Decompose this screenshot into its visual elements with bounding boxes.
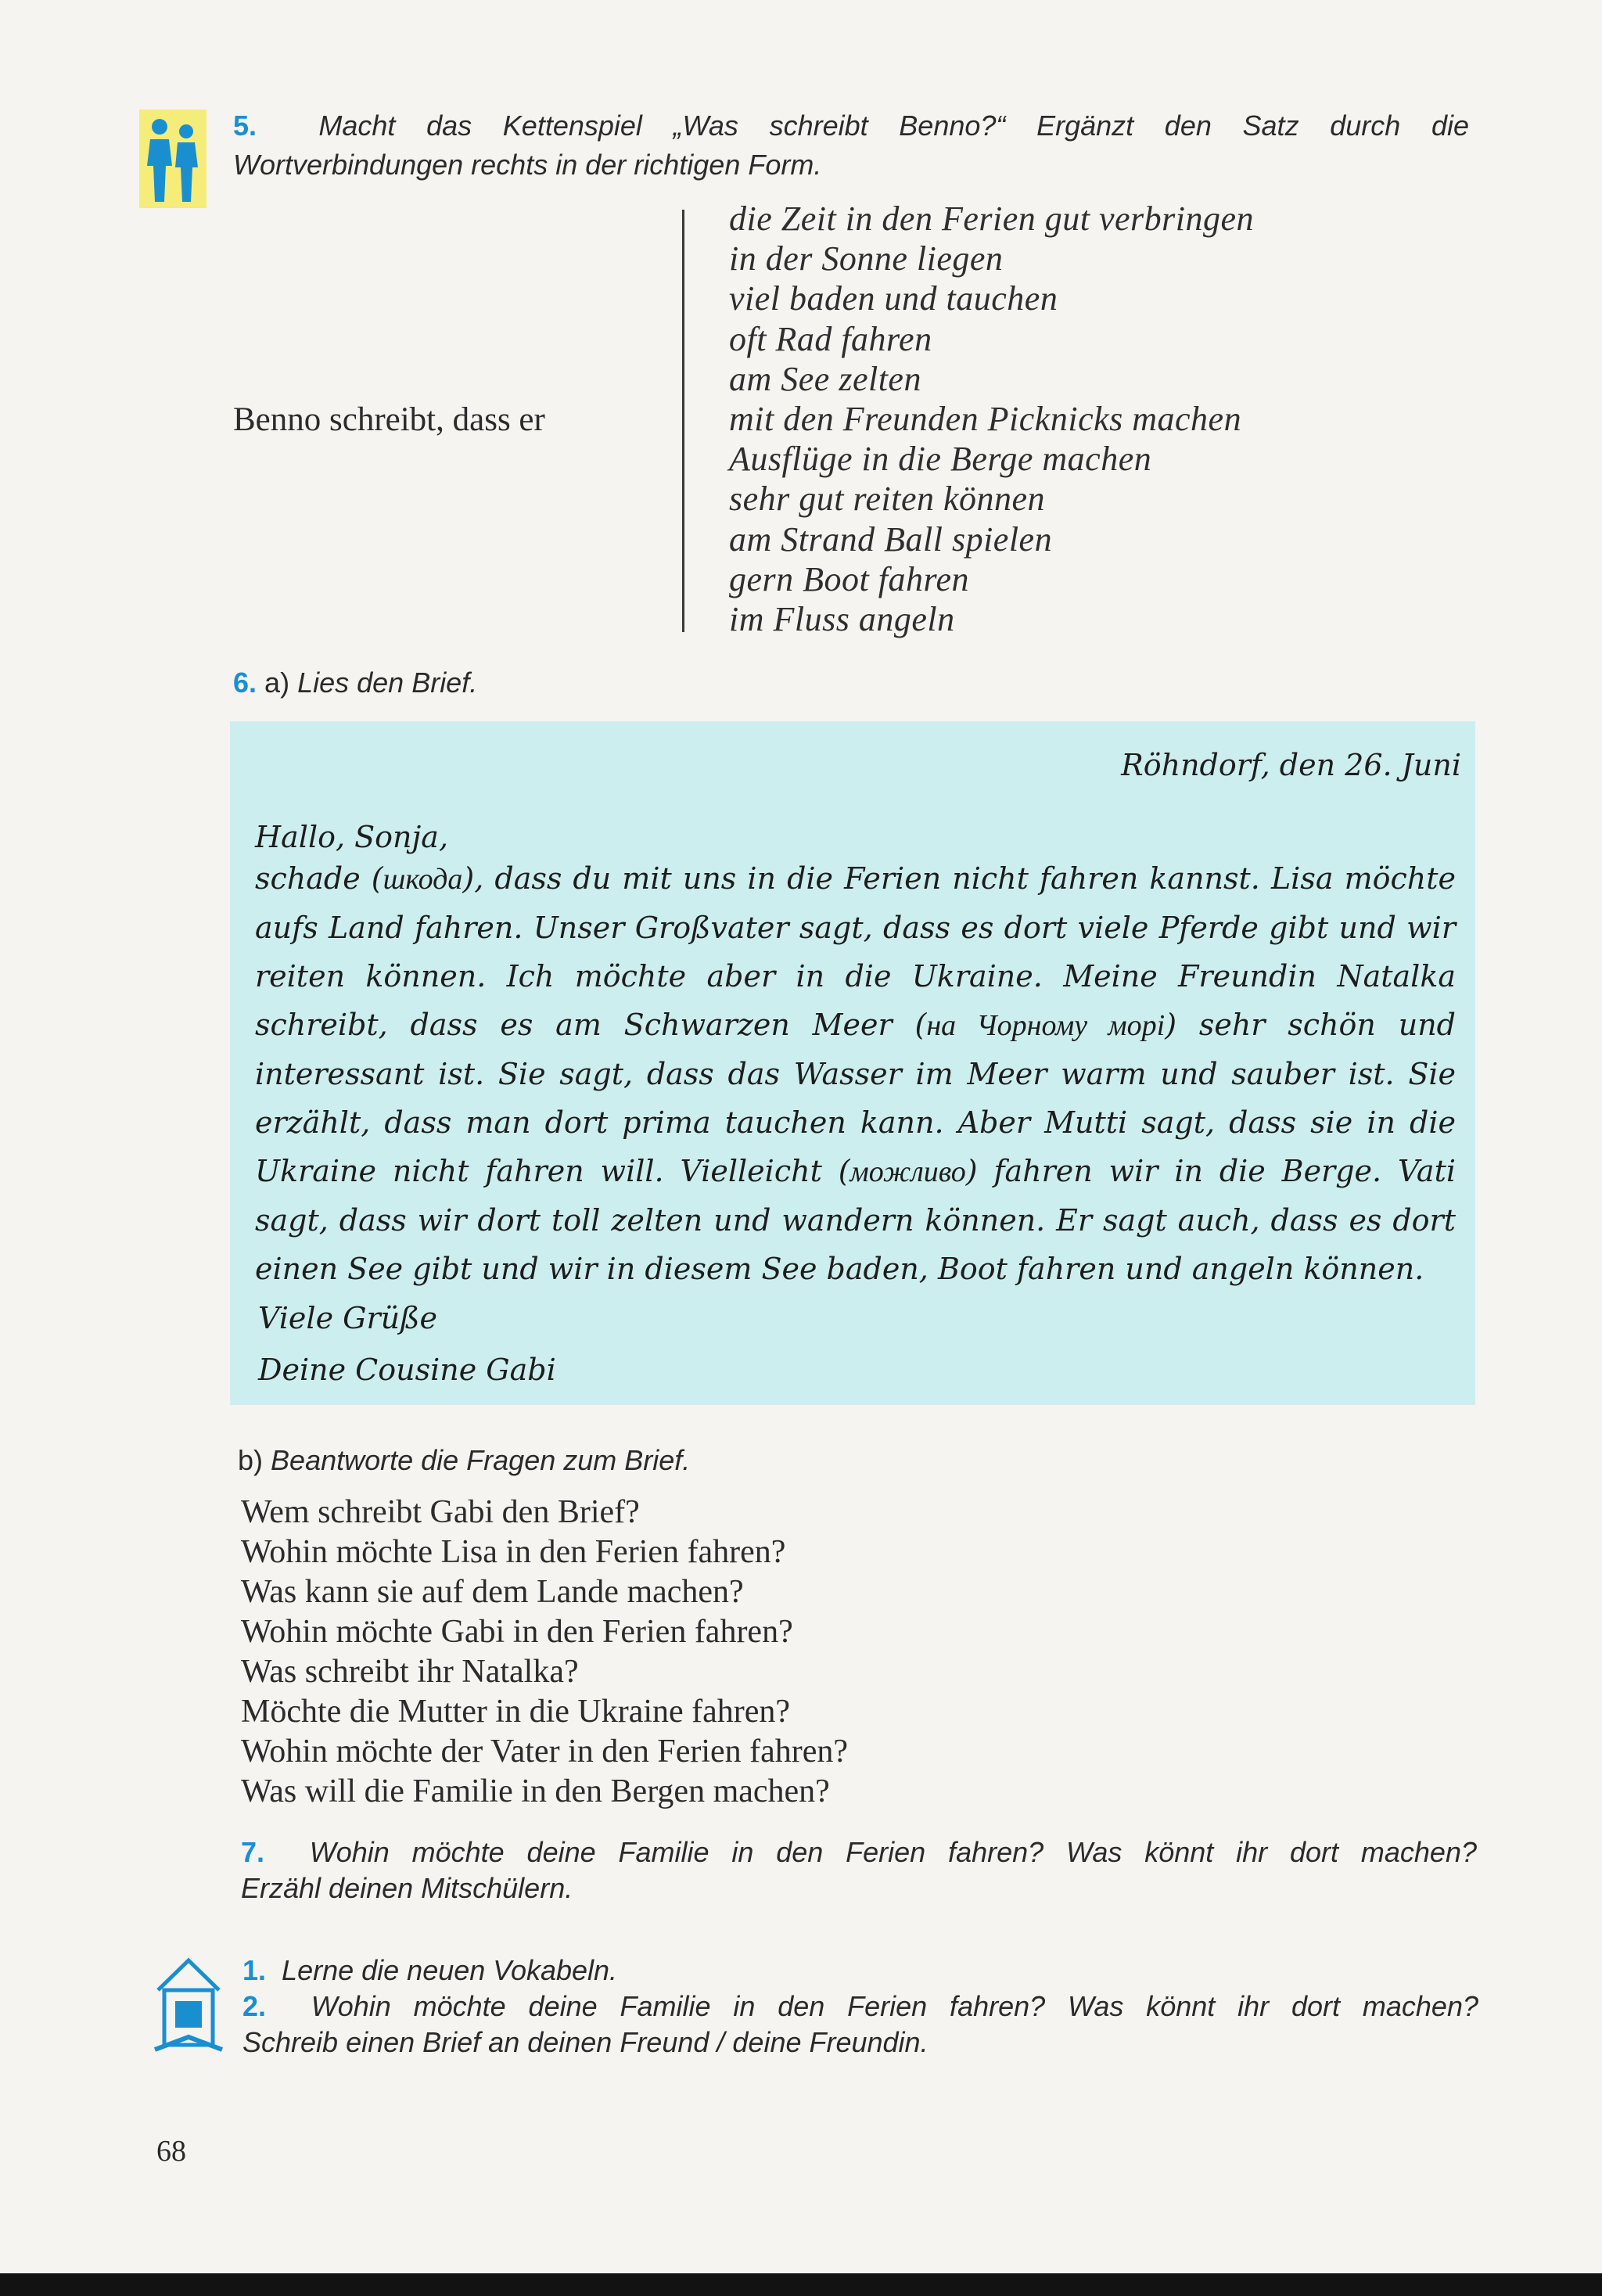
task-5-number: 5. — [233, 110, 257, 142]
task-6a-text: Lies den Brief. — [297, 667, 478, 699]
question-item: Was schreibt ihr Natalka? — [241, 1654, 579, 1690]
task-6a-heading — [233, 667, 477, 699]
question-item: Wohin möchte der Vater in den Ferien fahren? — [241, 1734, 849, 1770]
task-5-instruction-line-2: Wortverbindungen rechts in der richtigen Form. — [233, 149, 822, 181]
task-7-instruction — [241, 1834, 1477, 1906]
homework-block — [242, 1953, 1478, 2061]
letter-body-part-4: ) fahren wir in die Berge. Vati sagt, dass wir dort toll zelten und wandern können. Er sagt auch, dass es dort einen See gibt und wir in diesem See baden, Boot fahren und angeln können. — [255, 1154, 1457, 1286]
phrase-item: in der Sonne liegen — [729, 239, 1004, 278]
question-item: Wem schreibt Gabi den Brief? — [241, 1494, 640, 1530]
letter-body-part-3: ) sehr schön und interessant ist. Sie sagt, dass das Wasser im Meer warm und sauber ist. Sie erzählt, dass man dort prima tauchen kann. Aber Mutti sagt, dass sie in die Ukraine nicht fahren will. Vielleicht ( — [255, 1008, 1456, 1188]
letter-body — [255, 854, 1456, 1293]
task-7-line-1 — [241, 1834, 1477, 1870]
question-item: Wohin möchte Lisa in den Ferien fahren? — [241, 1534, 786, 1570]
homework-item-1-number: 1. — [242, 1954, 267, 1986]
letter-signature: Deine Cousine Gabi — [258, 1353, 556, 1387]
task-6b-text: Beantworte die Fragen zum Brief. — [271, 1444, 691, 1476]
pair-work-icon — [139, 110, 207, 208]
question-item: Möchte die Mutter in die Ukraine fahren? — [241, 1694, 791, 1730]
task-5-line-1 — [233, 106, 1469, 146]
question-item: Was will die Familie in den Bergen machen? — [241, 1773, 830, 1809]
question-list — [241, 1493, 848, 1812]
task-6a-label: a) — [264, 667, 290, 699]
task-7-number: 7. — [241, 1836, 265, 1868]
letter-greeting: Hallo, Sonja, — [255, 820, 449, 854]
letter-body-part-2: ), dass du mit uns in die Ferien nicht fahren kannst. Lisa möchte aufs Land fahren. Unser Großvater sagt, dass es dort viele Pferde gibt und wir reiten können. Ich möchte aber in die Ukraine. Meine Freundin Natalka schreibt, dass es am Schwarzen Meer ( — [255, 861, 1456, 1042]
task-7-text-2: Erzähl deinen Mitschülern. — [241, 1872, 573, 1904]
letter-date: Röhndorf, den 26. Juni — [1121, 748, 1461, 782]
letter-gloss-3: можливо — [849, 1155, 966, 1188]
phrase-item: viel baden und tauchen — [729, 279, 1058, 318]
phrase-item: Ausflüge in die Berge machen — [729, 440, 1152, 479]
question-item: Was kann sie auf dem Lande machen? — [241, 1574, 744, 1610]
phrase-item: oft Rad fahren — [729, 319, 932, 358]
letter-closing-block — [258, 1292, 556, 1396]
homework-item-1-text: Lerne die neuen Vokabeln. — [282, 1954, 618, 1986]
phrase-item: am Strand Ball spielen — [729, 519, 1053, 559]
homework-item-1 — [242, 1953, 1478, 1989]
homework-item-2-number: 2. — [242, 1990, 267, 2022]
task-6-number: 6. — [233, 667, 257, 699]
task-5-divider — [682, 210, 684, 632]
task-5-instruction — [233, 106, 1469, 185]
phrase-item: die Zeit in den Ferien gut verbringen — [729, 199, 1255, 238]
phrase-item: mit den Freunden Picknicks machen — [729, 400, 1242, 439]
homework-house-icon — [153, 1956, 224, 2057]
homework-item-2-text-1: Wohin möchte deine Familie in den Ferien fahren? Was könnt ihr dort machen? — [311, 1990, 1478, 2022]
bottom-scan-edge — [0, 2273, 1602, 2296]
letter-gloss-2: на Чорному морі — [926, 1009, 1166, 1042]
homework-item-2-line-1 — [242, 1989, 1478, 2025]
question-item: Wohin möchte Gabi in den Ferien fahren? — [241, 1614, 793, 1650]
letter-body-part-1: schade ( — [255, 861, 383, 896]
phrase-item: sehr gut reiten können — [729, 480, 1046, 519]
homework-item-2-text-2: Schreib einen Brief an deinen Freund / deine Freundin. — [242, 2026, 929, 2058]
letter-gloss-1: шкода — [383, 863, 463, 896]
task-6b-label: b) — [238, 1444, 264, 1476]
task-5-lead-phrase: Benno schreibt, dass er — [233, 401, 545, 438]
task-5-instruction-line-1: Macht das Kettenspiel „Was schreibt Benno?“ Ergänzt den Satz durch die — [318, 110, 1469, 142]
task-5-phrase-list — [729, 199, 1254, 639]
letter-closing: Viele Grüße — [258, 1301, 438, 1335]
task-7-text-1: Wohin möchte deine Familie in den Ferien fahren? Was könnt ihr dort machen? — [309, 1836, 1477, 1868]
page-number: 68 — [156, 2135, 186, 2168]
phrase-item: gern Boot fahren — [729, 559, 969, 598]
phrase-item: am See zelten — [729, 359, 921, 398]
task-6b-heading — [238, 1444, 690, 1477]
phrase-item: im Fluss angeln — [729, 600, 955, 639]
